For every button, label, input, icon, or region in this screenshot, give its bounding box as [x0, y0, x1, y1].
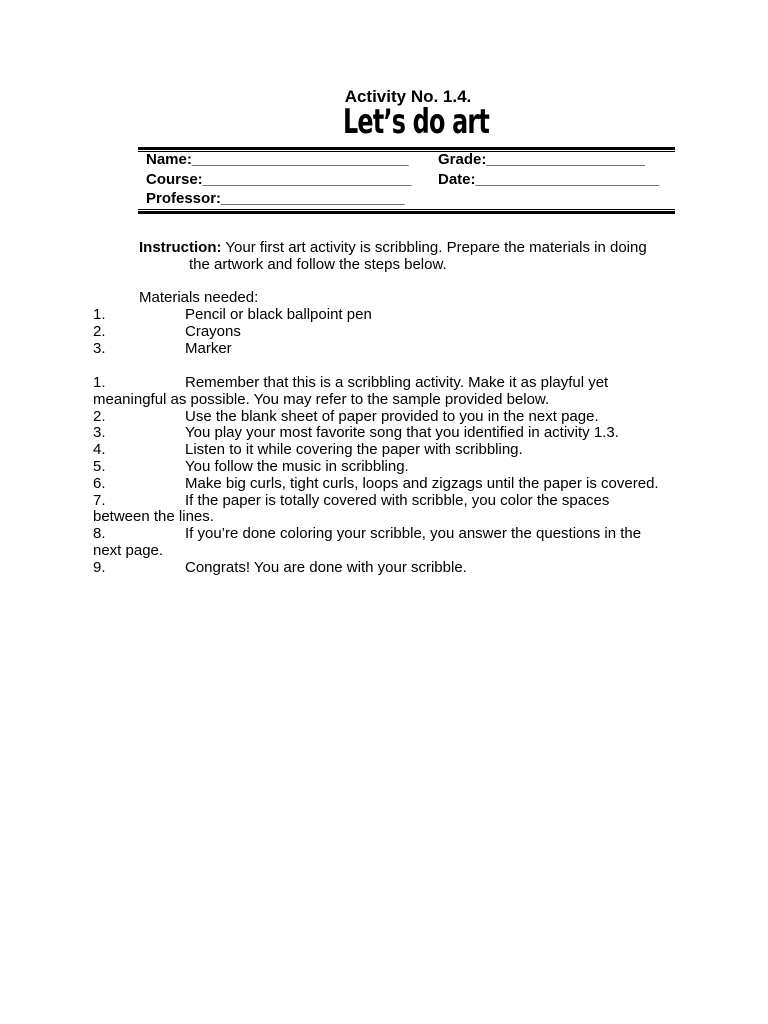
page-title: Let’s do art	[343, 102, 490, 142]
instruction-text: Your first art activity is scribbling. Prepare the materials in doing	[221, 239, 647, 256]
step-text: Congrats! You are done with your scribble.	[185, 558, 467, 576]
step-text: If you’re done coloring your scribble, you answer the questions in the	[185, 525, 642, 543]
name-field: Name:__________________________	[146, 151, 409, 168]
step-text: Listen to it while covering the paper with scribbling.	[185, 441, 523, 459]
material-item: Pencil or black ballpoint pen	[185, 306, 372, 323]
step-number: 4.	[93, 441, 106, 459]
step-text: You follow the music in scribbling.	[185, 458, 409, 475]
header-rule-top	[138, 147, 675, 150]
instruction-text-cont: the artwork and follow the steps below.	[189, 256, 447, 273]
step-number: 6.	[93, 474, 106, 492]
step-text-cont: next page.	[93, 542, 164, 559]
step-number: 9.	[93, 558, 106, 576]
material-number: 3.	[93, 340, 106, 357]
step-text: If the paper is totally covered with scribble, you color the spaces	[185, 491, 610, 509]
grade-field: Grade:___________________	[438, 151, 645, 168]
course-field: Course:_________________________	[146, 171, 412, 188]
material-number: 1.	[93, 306, 106, 323]
step-text-cont: between the lines.	[93, 508, 214, 526]
instruction-label: Instruction:	[139, 239, 222, 256]
step-text: Use the blank sheet of paper provided to you in the next page.	[185, 407, 599, 425]
material-number: 2.	[93, 323, 106, 340]
professor-field: Professor:______________________	[146, 190, 405, 207]
step-text: Make big curls, tight curls, loops and zigzags until the paper is covered.	[185, 474, 659, 492]
step-number: 1.	[93, 374, 106, 391]
instruction-paragraph	[139, 239, 647, 256]
header-rule-bottom	[138, 211, 675, 214]
header-rule-bottom-thin	[138, 209, 675, 210]
step-text: You play your most favorite song that you identified in activity 1.3.	[185, 424, 619, 442]
step-number: 5.	[93, 458, 106, 475]
step-text: Remember that this is a scribbling activity. Make it as playful yet	[185, 374, 609, 391]
step-number: 2.	[93, 407, 106, 425]
date-field: Date:______________________	[438, 171, 660, 188]
step-number: 7.	[93, 491, 106, 509]
step-number: 3.	[93, 424, 106, 442]
step-text-cont: meaningful as possible. You may refer to the sample provided below.	[93, 390, 550, 408]
step-number: 8.	[93, 525, 106, 543]
materials-heading: Materials needed:	[139, 289, 259, 306]
material-item: Crayons	[185, 323, 241, 340]
material-item: Marker	[185, 340, 232, 357]
activity-number: Activity No. 1.4.	[344, 87, 472, 106]
